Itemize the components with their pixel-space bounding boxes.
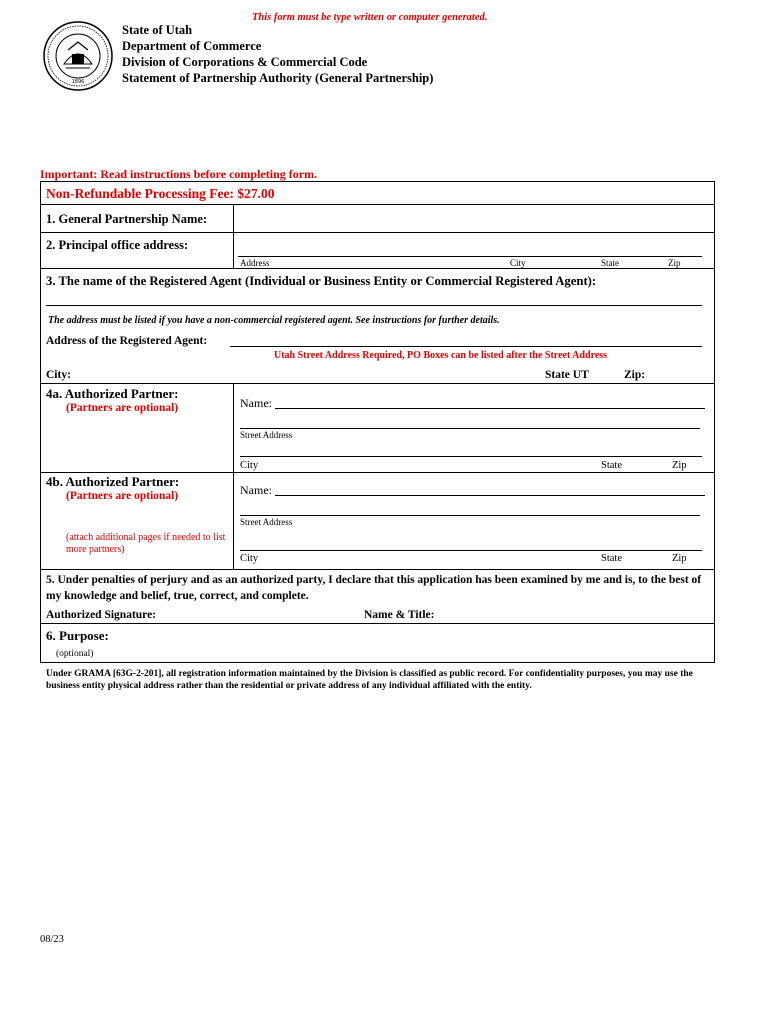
- city-caption: City: [240, 553, 259, 564]
- agent-address-line[interactable]: [230, 346, 702, 347]
- partner-4b-street-line[interactable]: [240, 515, 700, 516]
- partner-4b-city-line[interactable]: [240, 550, 702, 551]
- divider: [40, 383, 715, 384]
- registered-agent-instruction: The address must be listed if you have a non-commercial registered agent. See instructions for further details.: [48, 315, 500, 326]
- zip-caption: Zip: [672, 460, 687, 471]
- principal-address-line[interactable]: [238, 256, 702, 257]
- partner-4b-name-line[interactable]: [275, 495, 705, 496]
- partner-4a-name-label: Name:: [240, 396, 272, 410]
- divider: [233, 383, 234, 569]
- divider: [40, 472, 715, 473]
- header-department: Department of Commerce: [122, 39, 262, 53]
- city-caption: City: [510, 258, 526, 268]
- partners-optional-4b: (Partners are optional): [66, 490, 179, 502]
- state-caption: State: [601, 553, 622, 564]
- header-division: Division of Corporations & Commercial Code: [122, 55, 368, 69]
- agent-state-label: State UT: [545, 369, 589, 381]
- authorized-partner-4a-label: 4a. Authorized Partner:: [46, 386, 179, 401]
- zip-caption: Zip: [672, 553, 687, 564]
- partner-4b-name-label: Name:: [240, 483, 272, 497]
- registered-agent-label: 3. The name of the Registered Agent (Individual or Business Entity or Commercial Registered Agent):: [46, 274, 597, 288]
- general-partnership-name-label: 1. General Partnership Name:: [46, 212, 208, 226]
- address-caption: Address: [240, 258, 270, 268]
- street-address-caption: Street Address: [240, 517, 293, 527]
- registered-agent-name-line[interactable]: [46, 305, 702, 306]
- divider: [40, 268, 715, 269]
- divider: [40, 232, 715, 233]
- agent-address-label: Address of the Registered Agent:: [46, 335, 208, 347]
- divider: [233, 204, 234, 268]
- important-note: Important: Read instructions before completing form.: [40, 167, 318, 181]
- svg-text:1896: 1896: [71, 79, 85, 85]
- principal-office-address-label: 2. Principal office address:: [46, 238, 189, 252]
- divider: [40, 204, 715, 205]
- form-version: 08/23: [40, 934, 64, 945]
- purpose-label: 6. Purpose:: [46, 628, 109, 643]
- purpose-field[interactable]: [160, 628, 710, 660]
- name-title-label: Name & Title:: [364, 609, 435, 621]
- partner-4a-name-line[interactable]: [275, 408, 705, 409]
- typewritten-notice: This form must be type written or computer generated.: [252, 12, 488, 23]
- partner-4a-city-line[interactable]: [240, 456, 702, 457]
- general-partnership-name-field[interactable]: [235, 206, 711, 230]
- purpose-optional: (optional): [56, 649, 94, 659]
- authorized-partner-4b-label: 4b. Authorized Partner:: [46, 474, 180, 489]
- agent-zip-label: Zip:: [624, 369, 646, 381]
- utah-address-note: Utah Street Address Required, PO Boxes can be listed after the Street Address: [274, 350, 608, 361]
- page-title: Statement of Partnership Authority (General Partnership): [122, 71, 434, 85]
- state-caption: State: [601, 460, 622, 471]
- partners-optional-4a: (Partners are optional): [66, 402, 179, 414]
- agent-city-label: City:: [46, 369, 71, 381]
- state-caption: State: [601, 258, 619, 268]
- zip-caption: Zip: [668, 258, 681, 268]
- authorized-signature-label: Authorized Signature:: [46, 609, 156, 621]
- header-state: State of Utah: [122, 23, 193, 37]
- city-caption: City: [240, 460, 259, 471]
- street-address-caption: Street Address: [240, 430, 293, 440]
- divider: [40, 623, 715, 624]
- partner-4a-street-line[interactable]: [240, 428, 700, 429]
- attach-pages-note: (attach additional pages if needed to list more partners): [66, 532, 226, 555]
- grama-notice: Under GRAMA [63G-2-201], all registration information maintained by the Division is classified as public record. For confidentiality purposes, you may use the business entity physical address rather than the residential or private address of any individual affiliated with the entity.: [46, 669, 693, 691]
- perjury-declaration: 5. Under penalties of perjury and as an authorized party, I declare that this application has been examined by me and is, to the best of my knowledge and belief, true, correct, and complete.: [46, 574, 702, 602]
- divider: [40, 569, 715, 570]
- utah-state-seal-icon: [42, 20, 114, 92]
- processing-fee: Non-Refundable Processing Fee: $27.00: [46, 186, 275, 201]
